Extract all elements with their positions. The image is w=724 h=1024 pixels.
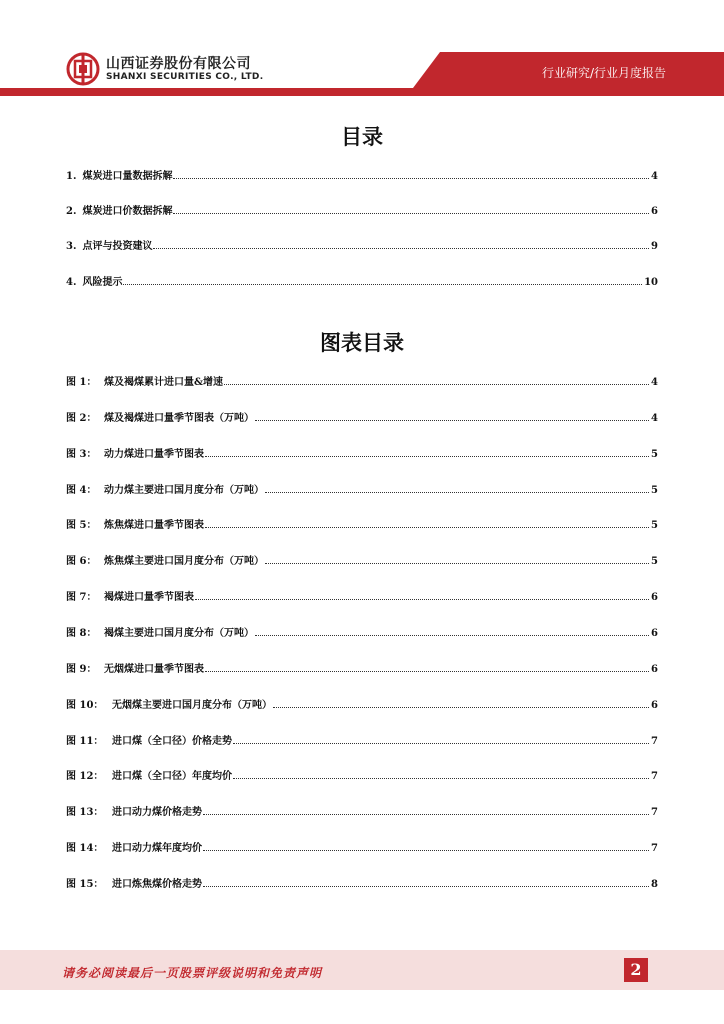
toc-entry-number: 2.: [66, 206, 77, 217]
leader-dots: [265, 562, 649, 564]
figures-toc-title: 图表目录: [320, 331, 404, 355]
figure-entry[interactable]: [66, 661, 658, 675]
toc-entry-number: 4.: [66, 277, 77, 288]
figure-entry-page: 7: [651, 736, 658, 747]
figure-entry-label: 褐煤进口量季节图表: [104, 592, 194, 603]
toc-entry-page: 4: [651, 171, 658, 182]
toc-entry[interactable]: [66, 274, 658, 288]
leader-dots: [203, 813, 649, 815]
figure-entry-number: 图 5：: [66, 520, 97, 531]
figure-entry-number: 图 15：: [66, 879, 104, 890]
figure-entry-number: 图 12：: [66, 771, 104, 782]
figure-entry-label: 动力煤主要进口国月度分布（万吨）: [104, 485, 264, 496]
figure-entry-label: 无烟煤主要进口国月度分布（万吨）: [112, 700, 272, 711]
figure-entry-label: 煤及褐煤累计进口量&增速: [104, 377, 224, 388]
figure-entry-number: 图 4：: [66, 485, 97, 496]
toc-entry-number: 3.: [66, 241, 77, 252]
figure-entry[interactable]: [66, 446, 658, 460]
figure-entry-label: 进口动力煤价格走势: [112, 807, 202, 818]
leader-dots: [173, 177, 649, 179]
leader-dots: [265, 491, 649, 493]
figure-entry-number: 图 2：: [66, 413, 97, 424]
company-name-en: SHANXI SECURITIES CO., LTD.: [106, 72, 264, 82]
leader-dots: [273, 706, 649, 708]
figure-entry-label: 煤及褐煤进口量季节图表（万吨）: [104, 413, 254, 424]
figure-entry[interactable]: [66, 697, 658, 711]
figure-entry-page: 5: [651, 449, 658, 460]
report-type-label: 行业研究/行业月度报告: [541, 66, 666, 80]
figure-entry-page: 6: [651, 628, 658, 639]
figure-entry-page: 6: [651, 664, 658, 675]
toc-entry-page: 6: [651, 206, 658, 217]
figure-entry[interactable]: [66, 553, 658, 567]
figure-entry-number: 图 10：: [66, 700, 104, 711]
company-name-cn: 山西证券股份有限公司: [106, 56, 251, 72]
page-number-badge: 2: [624, 958, 648, 982]
figure-entry-label: 进口炼焦煤价格走势: [112, 879, 202, 890]
figure-entry[interactable]: [66, 410, 658, 424]
figure-entry-number: 图 3：: [66, 449, 97, 460]
header-band: [0, 88, 724, 96]
figure-entry[interactable]: [66, 768, 658, 782]
figure-entry-number: 图 6：: [66, 556, 97, 567]
figure-entry[interactable]: [66, 840, 658, 854]
figure-entry[interactable]: [66, 517, 658, 531]
leader-dots: [205, 455, 649, 457]
leader-dots: [205, 670, 649, 672]
leader-dots: [153, 247, 649, 249]
toc-entry-label: 煤炭进口价数据拆解: [82, 206, 173, 217]
toc-entry-label: 煤炭进口量数据拆解: [82, 171, 173, 182]
figure-entry-page: 7: [651, 807, 658, 818]
figure-entry-number: 图 13：: [66, 807, 104, 818]
toc-entry-page: 10: [644, 277, 658, 288]
figure-entry[interactable]: [66, 482, 658, 496]
leader-dots: [173, 212, 649, 214]
figure-entry-label: 褐煤主要进口国月度分布（万吨）: [104, 628, 254, 639]
leader-dots: [205, 526, 649, 528]
figure-entry-page: 6: [651, 592, 658, 603]
page-header: [0, 0, 724, 98]
toc-entry-page: 9: [651, 241, 658, 252]
figure-entry-number: 图 8：: [66, 628, 97, 639]
figure-entry-label: 进口动力煤年度均价: [112, 843, 202, 854]
figure-entry-label: 炼焦煤主要进口国月度分布（万吨）: [104, 556, 264, 567]
figure-entry[interactable]: [66, 804, 658, 818]
leader-dots: [123, 283, 642, 285]
figure-entry-label: 无烟煤进口量季节图表: [104, 664, 204, 675]
toc-title: 目录: [341, 125, 383, 149]
figure-entry[interactable]: [66, 876, 658, 890]
figure-entry-label: 进口煤（全口径）价格走势: [112, 736, 232, 747]
figure-entry[interactable]: [66, 625, 658, 639]
leader-dots: [203, 849, 649, 851]
toc-entry[interactable]: [66, 238, 658, 252]
figure-entry[interactable]: [66, 374, 658, 388]
figure-entry-page: 4: [651, 413, 658, 424]
toc-entry[interactable]: [66, 203, 658, 217]
figure-entry-number: 图 14：: [66, 843, 104, 854]
shanxi-securities-logo-icon: [66, 52, 100, 86]
leader-dots: [195, 598, 649, 600]
toc-entry[interactable]: [66, 168, 658, 182]
figure-entry-label: 动力煤进口量季节图表: [104, 449, 204, 460]
figure-entry-number: 图 11：: [66, 736, 104, 747]
toc-entry-number: 1.: [66, 171, 77, 182]
figure-entry-page: 7: [651, 771, 658, 782]
figure-entry-page: 6: [651, 700, 658, 711]
leader-dots: [224, 383, 649, 385]
leader-dots: [233, 777, 649, 779]
figure-entry-page: 8: [651, 879, 658, 890]
figure-entry[interactable]: [66, 733, 658, 747]
toc-entry-label: 点评与投资建议: [82, 241, 153, 252]
leader-dots: [203, 885, 649, 887]
figure-entry-page: 4: [651, 377, 658, 388]
figure-entry-number: 图 9：: [66, 664, 97, 675]
figure-entry-label: 炼焦煤进口量季节图表: [104, 520, 204, 531]
figure-entry-page: 5: [651, 485, 658, 496]
leader-dots: [255, 419, 649, 421]
toc-entry-label: 风险提示: [82, 277, 123, 288]
figure-entry-page: 5: [651, 520, 658, 531]
leader-dots: [255, 634, 649, 636]
figure-entry-number: 图 1：: [66, 377, 97, 388]
disclaimer-text: 请务必阅读最后一页股票评级说明和免责声明: [62, 966, 323, 980]
leader-dots: [233, 742, 649, 744]
figure-entry-label: 进口煤（全口径）年度均价: [112, 771, 232, 782]
figure-entry[interactable]: [66, 589, 658, 603]
figure-entry-number: 图 7：: [66, 592, 97, 603]
figure-entry-page: 7: [651, 843, 658, 854]
figure-entry-page: 5: [651, 556, 658, 567]
